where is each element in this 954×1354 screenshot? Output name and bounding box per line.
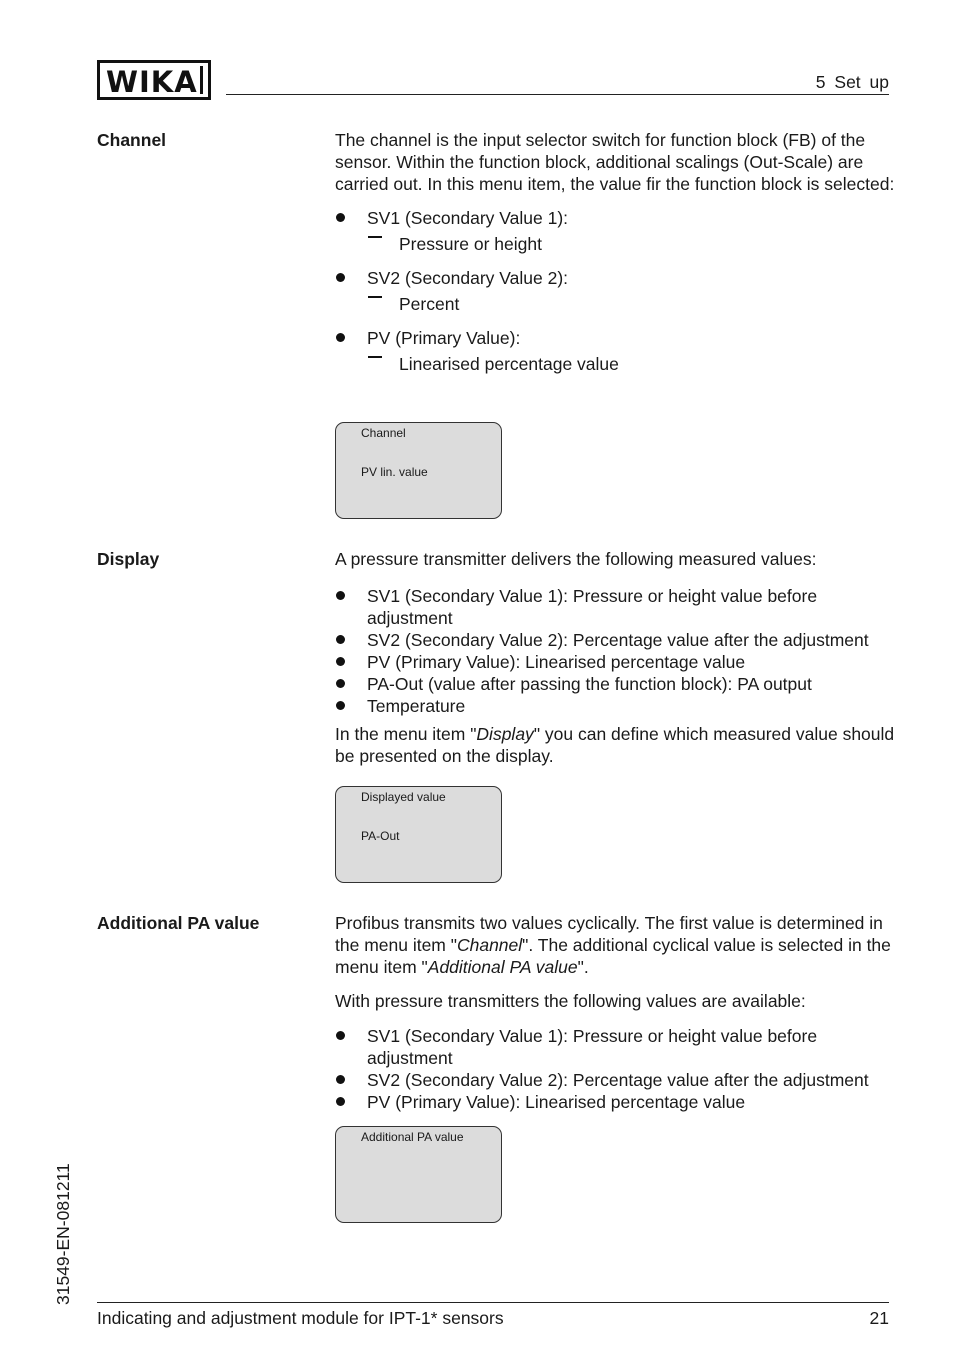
list-item	[335, 207, 895, 255]
display-intro: A pressure transmitter delivers the following measured values:	[335, 549, 817, 569]
list-item: SV2 (Secondary Value 2): Percentage value after the adjustment	[335, 1069, 895, 1091]
document-code: 31549-EN-081211	[53, 1163, 73, 1305]
display-box-value: PV lin. value	[361, 465, 428, 479]
display-box-channel	[335, 422, 502, 519]
additional-intro: Profibus transmits two values cyclically. The first value is determined in the menu item "Channel". The additional cyclical value is selected in the menu item "Additional PA value".	[335, 913, 891, 977]
footer-rule	[97, 1302, 889, 1303]
display-box-value: PA-Out	[361, 829, 400, 843]
channel-intro: The channel is the input selector switch for function block (FB) of the sensor. Within the function block, additional scalings (Out-Scale) are carried out. In this menu item, the value fir the function block is selected:	[335, 130, 895, 194]
section-additional-body	[335, 912, 895, 1113]
list-item: PV (Primary Value): Linearised percentage value	[335, 1091, 895, 1113]
list-item: Temperature	[335, 695, 895, 717]
list-item: PA-Out (value after passing the function block): PA output	[335, 673, 895, 695]
section-label-channel: Channel	[97, 130, 167, 150]
list-item	[335, 327, 895, 375]
section-channel-body	[335, 129, 895, 375]
channel-options-list	[335, 207, 895, 375]
display-box-additional-pa-value	[335, 1126, 502, 1223]
display-box-title: Channel	[361, 426, 406, 440]
display-box-displayed-value	[335, 786, 502, 883]
option-main: SV1 (Secondary Value 1):	[367, 208, 569, 228]
menu-item-name: Channel	[456, 935, 523, 955]
wika-logo	[97, 60, 211, 100]
logo-text: WIKA	[106, 65, 198, 99]
option-sub: Pressure or height	[367, 233, 895, 255]
header-rule	[226, 94, 889, 95]
section-display-body	[335, 548, 895, 767]
list-item: SV1 (Secondary Value 1): Pressure or height value before adjustment	[335, 1025, 895, 1069]
menu-item-name: Additional PA value	[427, 957, 578, 977]
display-note: In the menu item "Display" you can define which measured value should be presented on the display.	[335, 724, 895, 766]
option-main: SV2 (Secondary Value 2):	[367, 268, 569, 288]
option-main: PV (Primary Value):	[367, 328, 521, 348]
logo-bar	[200, 66, 203, 94]
display-box-title: Displayed value	[361, 790, 446, 804]
option-sub: Linearised percentage value	[367, 353, 895, 375]
display-values-list	[335, 585, 895, 717]
section-label-display: Display	[97, 549, 160, 569]
page-number: 21	[869, 1308, 889, 1328]
additional-available: With pressure transmitters the following values are available:	[335, 991, 806, 1011]
footer-title: Indicating and adjustment module for IPT-1* sensors	[97, 1308, 504, 1328]
additional-values-list	[335, 1025, 895, 1113]
option-sub: Percent	[367, 293, 895, 315]
list-item: PV (Primary Value): Linearised percentage value	[335, 651, 895, 673]
section-label-additional-pa-value: Additional PA value	[97, 913, 260, 933]
menu-item-name: Display	[476, 724, 534, 744]
chapter-heading: 5 Set up	[815, 72, 889, 92]
list-item: SV2 (Secondary Value 2): Percentage value after the adjustment	[335, 629, 895, 651]
list-item	[335, 267, 895, 315]
list-item: SV1 (Secondary Value 1): Pressure or height value before adjustment	[335, 585, 895, 629]
display-box-title: Additional PA value	[361, 1130, 464, 1144]
